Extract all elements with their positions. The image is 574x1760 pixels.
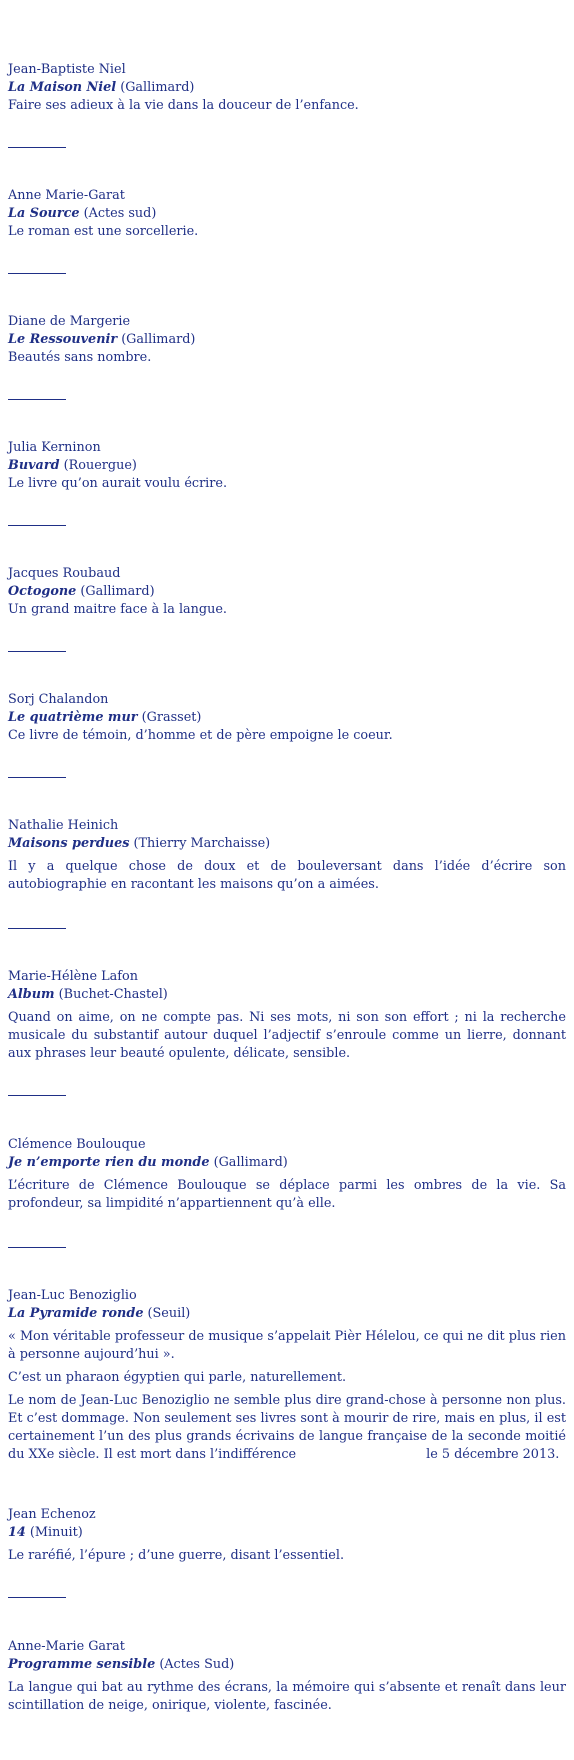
separator-rule [8,651,66,652]
book-line [8,331,566,349]
book-line [8,583,566,601]
author-name: Anne-Marie Garat [8,1639,125,1654]
entry-text-quote: « Mon véritable professeur de musique s’appelait Pièr Hélelou, ce qui ne dit plus rien à personne aujourd’hui ». [8,1329,566,1362]
book-title: Le Ressouvenir [8,332,118,347]
book-line [8,986,566,1004]
entry-text: L’écriture de Clémence Boulouque se déplace parmi les ombres de la vie. Sa profondeur, sa limpidité n’appartiennent qu’à elle. [8,1178,566,1211]
book-line [8,457,566,475]
separator-rule [8,399,66,400]
book-line [8,79,566,97]
book-line [8,1656,566,1674]
publisher: (Gallimard) [121,332,196,347]
entry-niel [8,61,566,115]
entry-text: Ce livre de témoin, d’homme et de père empoigne le coeur. [8,728,393,743]
publisher: (Seuil) [147,1306,191,1321]
separator-rule [8,928,66,929]
book-title: Je n’emporte rien du monde [8,1155,210,1170]
book-line [8,709,566,727]
publisher: (Thierry Marchaisse) [133,836,271,851]
author-name: Jacques Roubaud [8,566,121,581]
author-name: Nathalie Heinich [8,818,119,833]
publisher: (Minuit) [29,1525,83,1540]
publisher: (Actes Sud) [159,1657,235,1672]
author-name: Julia Kerninon [8,440,101,455]
book-title: Album [8,987,55,1002]
entry-text-comment: C’est un pharaon égyptien qui parle, naturellement. [8,1370,347,1385]
entry-text: Le roman est une sorcellerie. [8,224,199,239]
book-title: La Pyramide ronde [8,1306,144,1321]
entry-lafon [8,968,566,1063]
author-name: Diane de Margerie [8,314,131,329]
entry-boulouque [8,1136,566,1213]
publisher: (Buchet-Chastel) [58,987,168,1002]
author-name: Sorj Chalandon [8,692,109,707]
separator-rule [8,147,66,148]
publisher: (Grasset) [141,710,202,725]
entry-garat-source [8,187,566,241]
separator-rule [8,525,66,526]
publisher: (Gallimard) [80,584,155,599]
book-line [8,1305,566,1323]
book-title: Maisons perdues [8,836,130,851]
author-name: Jean-Luc Benoziglio [8,1288,137,1303]
entry-text-body-main: Le nom de Jean-Luc Benoziglio ne semble plus dire grand-chose à personne non plus. Et c’est dommage. Non seulement ses livres sont à mourir de rire, mais en plus, il est certainement l’un des plus grands écrivains de langue française de la seconde moitié du XXe siècle. Il est mort dans l’indifférence [8,1393,566,1462]
entry-text: Beautés sans nombre. [8,350,152,365]
entry-text: Faire ses adieux à la vie dans la douceur de l’enfance. [8,98,359,113]
book-title: Programme sensible [8,1657,156,1672]
entry-garat-programme [8,1638,566,1715]
entry-roubaud [8,565,566,619]
entry-chalandon [8,691,566,745]
separator-rule [8,273,66,274]
publisher: (Rouergue) [63,458,137,473]
author-name: Jean-Baptiste Niel [8,62,126,77]
book-title: La Maison Niel [8,80,117,95]
entry-text-body-end: le 5 décembre 2013. [426,1447,560,1462]
entry-margerie [8,313,566,367]
entry-kerninon [8,439,566,493]
book-line [8,205,566,223]
author-name: Clémence Boulouque [8,1137,146,1152]
author-name: Jean Echenoz [8,1507,96,1522]
publisher: (Gallimard) [120,80,195,95]
entry-text: Le raréfié, l’épure ; d’une guerre, disant l’essentiel. [8,1548,345,1563]
entry-text: La langue qui bat au rythme des écrans, la mémoire qui s’absente et renaît dans leur scintillation de neige, onirique, violente, fascinée. [8,1680,566,1713]
book-title: La Source [8,206,80,221]
separator-rule [8,1095,66,1096]
book-line [8,1524,566,1542]
separator-rule [8,1597,66,1598]
book-title: Le quatrième mur [8,710,138,725]
separator-rule [8,777,66,778]
entry-echenoz [8,1506,566,1565]
entry-text-body [8,1392,566,1464]
separator-rule [8,1247,66,1248]
publisher: (Actes sud) [83,206,157,221]
entry-heinich [8,817,566,894]
entry-text: Le livre qu’on aurait voulu écrire. [8,476,228,491]
book-title: Octogone [8,584,77,599]
book-line [8,835,566,853]
book-title: 14 [8,1525,26,1540]
entry-benoziglio [8,1287,566,1464]
entry-text: Quand on aime, on ne compte pas. Ni ses mots, ni son son effort ; ni la recherche musicale du substantif autour duquel l’adjectif s’enroule comme un lierre, donnant aux phrases leur beauté opulente, délicate, sensible. [8,1010,566,1061]
entry-text: Il y a quelque chose de doux et de bouleversant dans l’idée d’écrire son autobiographie en racontant les maisons qu’on a aimées. [8,859,566,892]
author-name: Marie-Hélène Lafon [8,969,138,984]
entry-text: Un grand maitre face à la langue. [8,602,227,617]
author-name: Anne Marie-Garat [8,188,125,203]
publisher: (Gallimard) [213,1155,288,1170]
book-title: Buvard [8,458,60,473]
book-line [8,1154,566,1172]
